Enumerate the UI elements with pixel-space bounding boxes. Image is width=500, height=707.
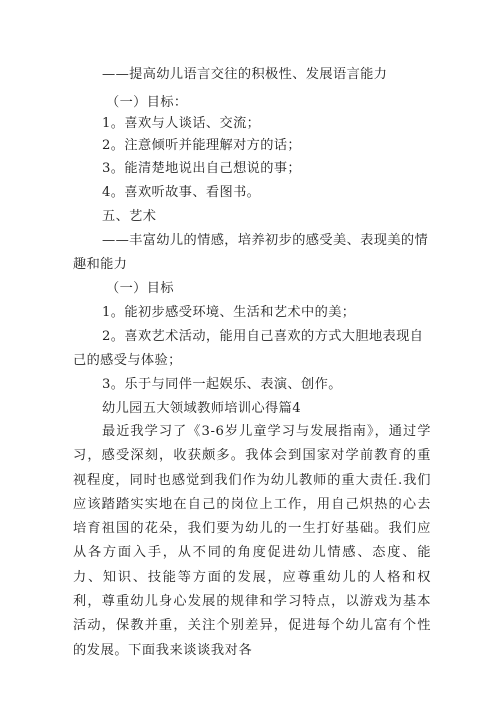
- article-body-paragraph: 最近我学习了《3-6岁儿童学习与发展指南》，通过学习，感受深刻，收获颇多。我体会到国家对学前教育的重视程度，同时也感觉到我们作为幼儿教师的重大责任.我们应该踏踏实实地在自己的岗位上工作，用自己炽热的心去培育祖国的花朵，我们要为幼儿的一生打好基础。我们应从各方面入手，从不同的角度促进幼儿情感、态度、能力、知识、技能等方面的发展，应尊重幼儿的人格和权利，尊重幼儿身心发展的规律和学习特点，以游戏为基本活动，保教并重，关注个别差异，促进每个幼儿富有个性的发展。下面我来谈谈我对各: [73, 424, 431, 658]
- language-objectives-heading: （一）目标：: [106, 95, 188, 110]
- language-item-2: 2。注意倾听并能理解对方的话；: [102, 138, 302, 153]
- art-item-2-line2: 己的感受与体验；: [73, 353, 182, 368]
- art-section-heading: 五、艺术: [102, 209, 157, 224]
- language-item-1: 1。喜欢与人谈话、交流；: [102, 116, 261, 131]
- language-item-4: 4。喜欢听故事、看图书。: [102, 185, 261, 200]
- language-goal-subtitle: ——提高幼儿语言交往的积极性、发展语言能力: [102, 67, 388, 82]
- art-item-1: 1。能初步感受环境、生活和艺术中的美；: [102, 305, 356, 320]
- article-title: 幼儿园五大领域教师培训心得篇4: [102, 401, 302, 416]
- art-goal-subtitle-line1: ——丰富幼儿的情感，培养初步的感受美、表现美的情: [102, 233, 429, 248]
- art-objectives-heading: （一）目标: [106, 281, 174, 296]
- art-item-2-line1: 2。喜欢艺术活动，能用自己喜欢的方式大胆地表现自: [102, 329, 424, 344]
- language-item-3: 3。能清楚地说出自己想说的事；: [102, 161, 302, 176]
- art-goal-subtitle-line2: 趣和能力: [73, 257, 128, 272]
- art-item-3: 3。乐于与同伴一起娱乐、表演、创作。: [102, 377, 342, 392]
